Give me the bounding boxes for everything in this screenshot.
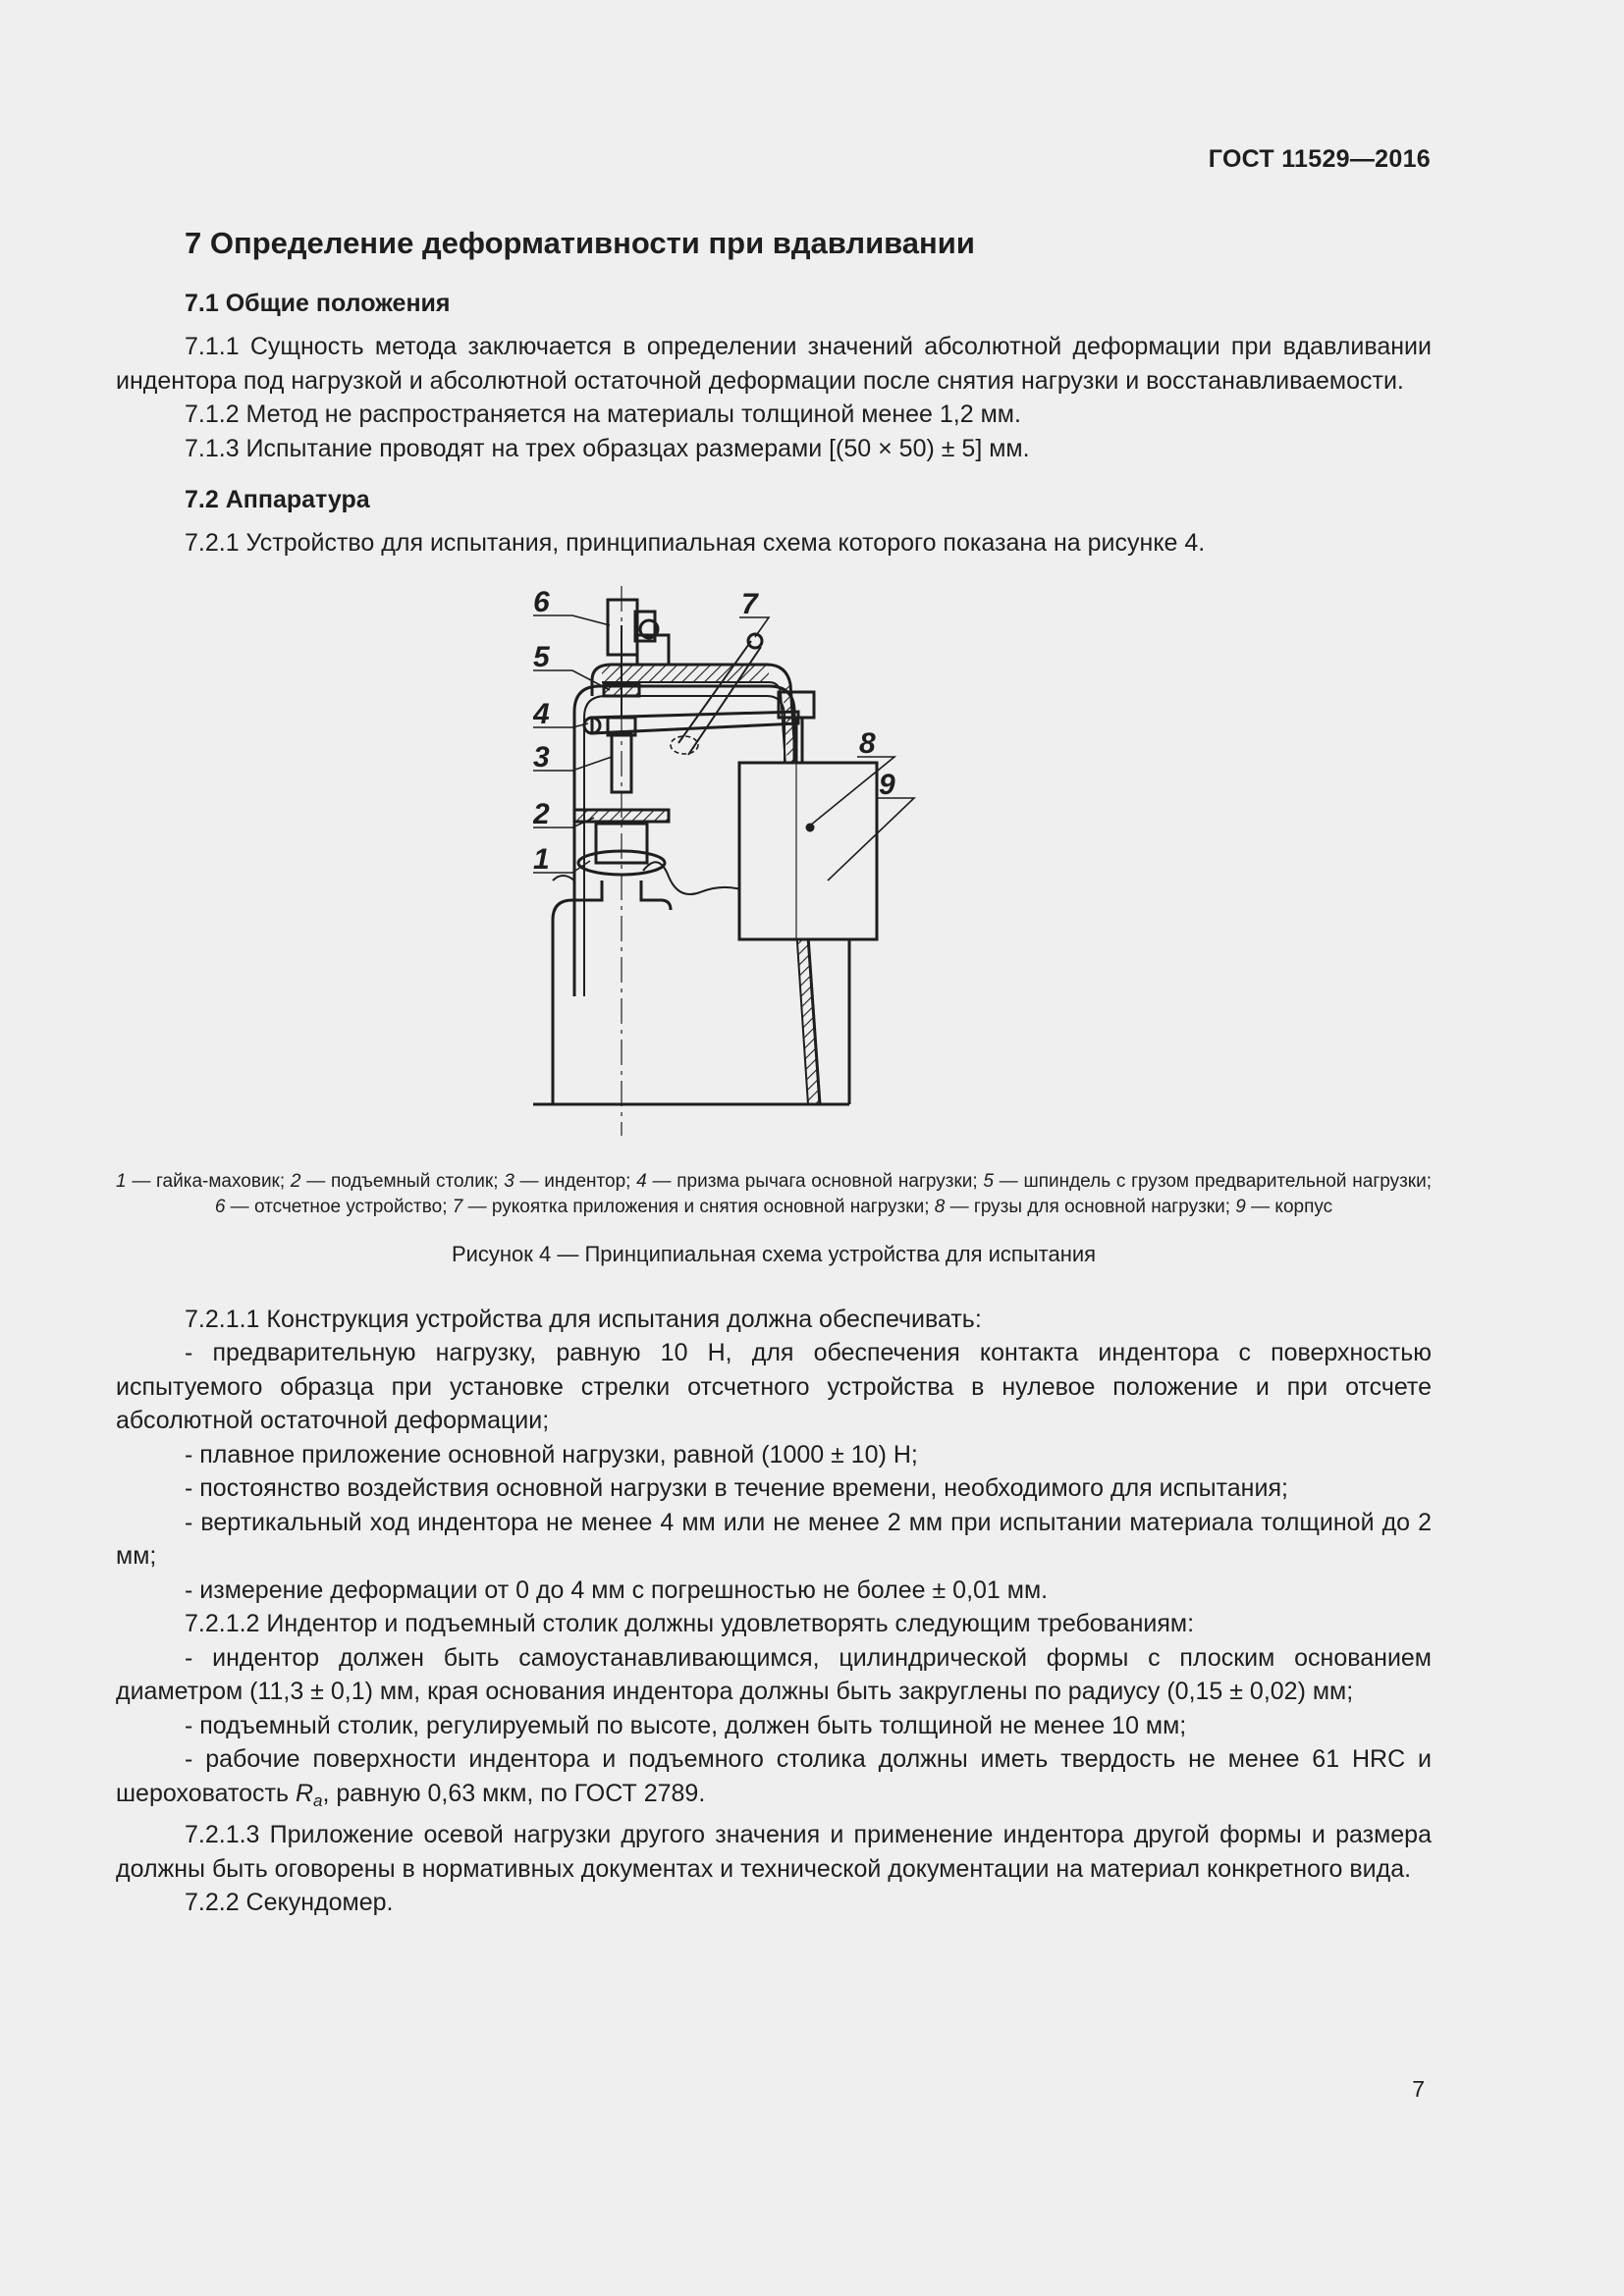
figure-4 — [116, 586, 1432, 1165]
legend-item: 9 — корпус — [1235, 1196, 1333, 1217]
document-code-header: ГОСТ 11529—2016 — [1208, 145, 1431, 173]
paragraph-7-2-1-1: 7.2.1.1 Конструкция устройства для испытания должна обеспечивать: — [185, 1305, 982, 1333]
page-content — [116, 218, 1432, 1920]
label-6: 6 — [533, 585, 550, 618]
paragraph-7-2-1-2: 7.2.1.2 Индентор и подъемный столик должны удовлетворять следующим требованиям: — [185, 1610, 1195, 1637]
paragraph-7-1-2: 7.1.2 Метод не распространяется на материалы толщиной менее 1,2 мм. — [185, 400, 1021, 428]
page-number: 7 — [1412, 2076, 1425, 2102]
handle — [678, 641, 761, 755]
bullet-item: - постоянство воздействия основной нагрузки в течение времени, необходимого для испытания; — [185, 1474, 1288, 1502]
paragraph-7-1-3: 7.1.3 Испытание проводят на трех образцах размерами [(50 × 50) ± 5] мм. — [185, 434, 1030, 462]
legend-item: 5 — шпиндель с грузом предварительной нагрузки; — [983, 1170, 1433, 1192]
legend-item: 4 — призма рычага основной нагрузки; — [636, 1170, 984, 1192]
label-9: 9 — [879, 768, 895, 801]
legend-item: 1 — гайка-маховик; — [116, 1170, 291, 1192]
main-weight — [739, 763, 877, 939]
bullet-item: - подъемный столик, регулируемый по высоте, должен быть толщиной не менее 10 мм; — [185, 1711, 1187, 1739]
legend-item: 7 — рукоятка приложения и снятия основной нагрузки; — [452, 1196, 935, 1217]
figure-legend — [116, 1169, 1432, 1220]
paragraph-7-1-1: 7.1.1 Сущность метода заключается в определении значений абсолютной деформации при вдавливании индентора под нагрузкой и абсолютной остаточной деформации после снятия нагрузки и восстанавливаемости. — [116, 333, 1432, 395]
section-7-title: 7 Определение деформативности при вдавливании — [185, 226, 975, 260]
legend-item: 3 — индентор; — [504, 1170, 637, 1192]
label-1: 1 — [533, 842, 550, 876]
bullet-item: - вертикальный ход индентора не менее 4 мм или не менее 2 мм при испытании материала толщиной до 2 мм; — [116, 1508, 1432, 1570]
lever — [592, 712, 798, 733]
bullet-item: - рабочие поверхности индентора и подъемного столика должны иметь твердость не менее 61 HRC и шероховатость $R_a$, равную 0,63 мкм, по ГОСТ 2789. — [116, 1745, 1432, 1810]
figure-caption: Рисунок 4 — Принципиальная схема устройства для испытания — [451, 1241, 1097, 1266]
label-5: 5 — [533, 640, 550, 673]
legend-item: 6 — отсчетное устройство; — [214, 1196, 453, 1217]
paragraph-7-2-1-3: 7.2.1.3 Приложение осевой нагрузки другого значения и применение индентора другой формы и размера должны быть оговорены в нормативных документах и технической документации на материал конкретного вида. — [116, 1821, 1432, 1883]
roughness-symbol: R — [295, 1779, 314, 1807]
label-8: 8 — [859, 726, 876, 760]
legend-item: 8 — грузы для основной нагрузки; — [934, 1196, 1236, 1217]
section-7-2-title: 7.2 Аппаратура — [185, 486, 370, 513]
bullet-item: - индентор должен быть самоустанавливающимся, цилиндрической формы с плоским основанием диаметром (11,3 ± 0,1) мм, края основания индентора должны быть закруглены по радиусу (0,15 ± 0,02) мм; — [116, 1643, 1432, 1705]
bullet-item: - плавное приложение основной нагрузки, равной (1000 ± 10) Н; — [185, 1440, 918, 1468]
legend-item: 2 — подъемный столик; — [290, 1170, 505, 1192]
bullet-item: - предварительную нагрузку, равную 10 Н, для обеспечения контакта индентора с поверхностью испытуемого образца при установке стрелки отсчетного устройства в нулевое положение и при отсчете абсолютной остаточной деформации; — [116, 1339, 1432, 1434]
pedestal — [553, 881, 602, 1104]
paragraph-7-2-2: 7.2.2 Секундомер. — [185, 1889, 394, 1916]
label-2: 2 — [533, 797, 550, 830]
bullet-item: - измерение деформации от 0 до 4 мм с погрешностью не более ± 0,01 мм. — [185, 1575, 1049, 1604]
label-3: 3 — [533, 740, 550, 774]
label-7: 7 — [741, 587, 758, 620]
apparatus-schematic — [533, 586, 1044, 1136]
section-7-1-title: 7.1 Общие положения — [185, 290, 451, 317]
paragraph-7-2-1: 7.2.1 Устройство для испытания, принципиальная схема которого показана на рисунке 4. — [185, 529, 1206, 557]
label-4: 4 — [533, 697, 550, 730]
